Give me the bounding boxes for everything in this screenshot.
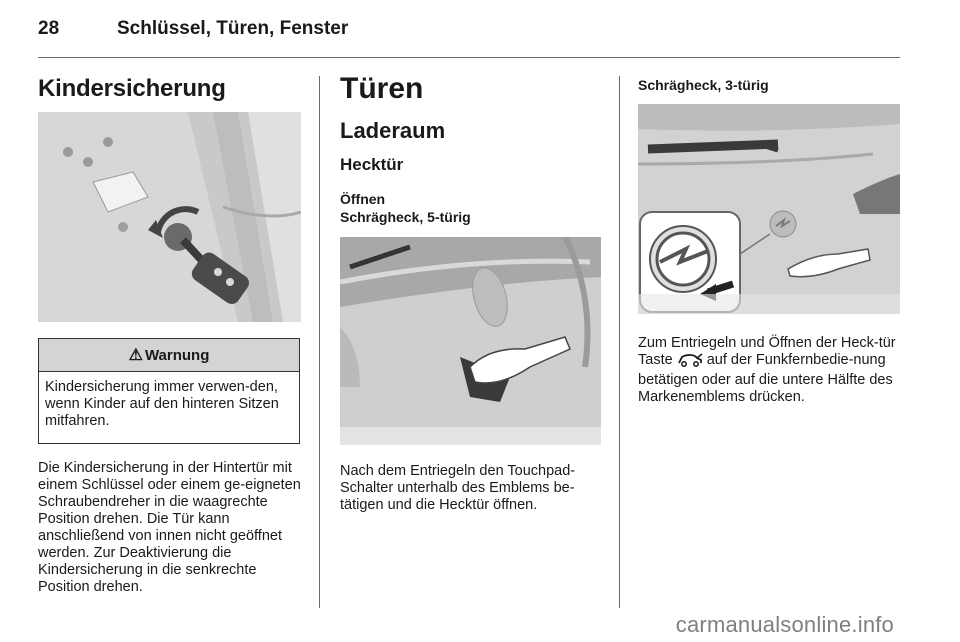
child-lock-illustration [38,112,301,322]
warning-text: Kindersicherung immer verwen-den, wenn Kinder auf den hinteren Sitzen mitfahren. [45,379,279,429]
chapter-title: Schlüssel, Türen, Fenster [117,18,349,39]
warning-header [39,339,299,372]
subheading-laderaum: Laderaum [340,118,446,143]
car-tailgate-icon [677,353,703,372]
watermark: carmanualsonline.info [675,612,894,637]
warning-triangle-icon: ⚠ [128,347,143,364]
section-heading-tueren: Türen [340,72,424,105]
label-oeffnen: Öffnen [340,191,386,207]
section-heading-kindersicherung: Kindersicherung [38,75,226,102]
tailgate-5-door-instructions: Nach dem Entriegeln den Touchpad-Schalter unterhalb des Emblems be-tätigen und die Hecktür öffnen. [340,463,576,513]
label-schraegheck-3-tuerig: Schrägheck, 3-türig [638,77,769,93]
tailgate-3-door-instructions [638,335,906,406]
page-number: 28 [38,18,60,39]
tailgate-5-door-illustration [340,237,601,445]
label-schraegheck-5-tuerig: Schrägheck, 5-türig [340,209,471,225]
column-divider [319,76,320,608]
instructions-part-2: auf der Funkfernbedie-nung betätigen oder auf die untere Hälfte des Markenemblems drücken. [638,352,893,405]
subheading-hecktuer: Hecktür [340,155,404,174]
column-divider [619,76,620,608]
warning-box [38,338,300,444]
header-divider [38,57,900,58]
instructions-part-1: Zum Entriegeln und Öffnen der Heck-tür Taste [638,335,896,368]
child-lock-instructions: Die Kindersicherung in der Hintertür mit einem Schlüssel oder einem ge-eigneten Schraubendreher in die waagrechte Position drehen. Die Tür kann anschließend von innen nicht geöffnet werden. Zur Deaktivierung die Kindersicherung in die senkrechte Position drehen. [38,460,301,595]
tailgate-3-door-illustration [638,104,900,314]
warning-title: Warnung [144,346,210,364]
